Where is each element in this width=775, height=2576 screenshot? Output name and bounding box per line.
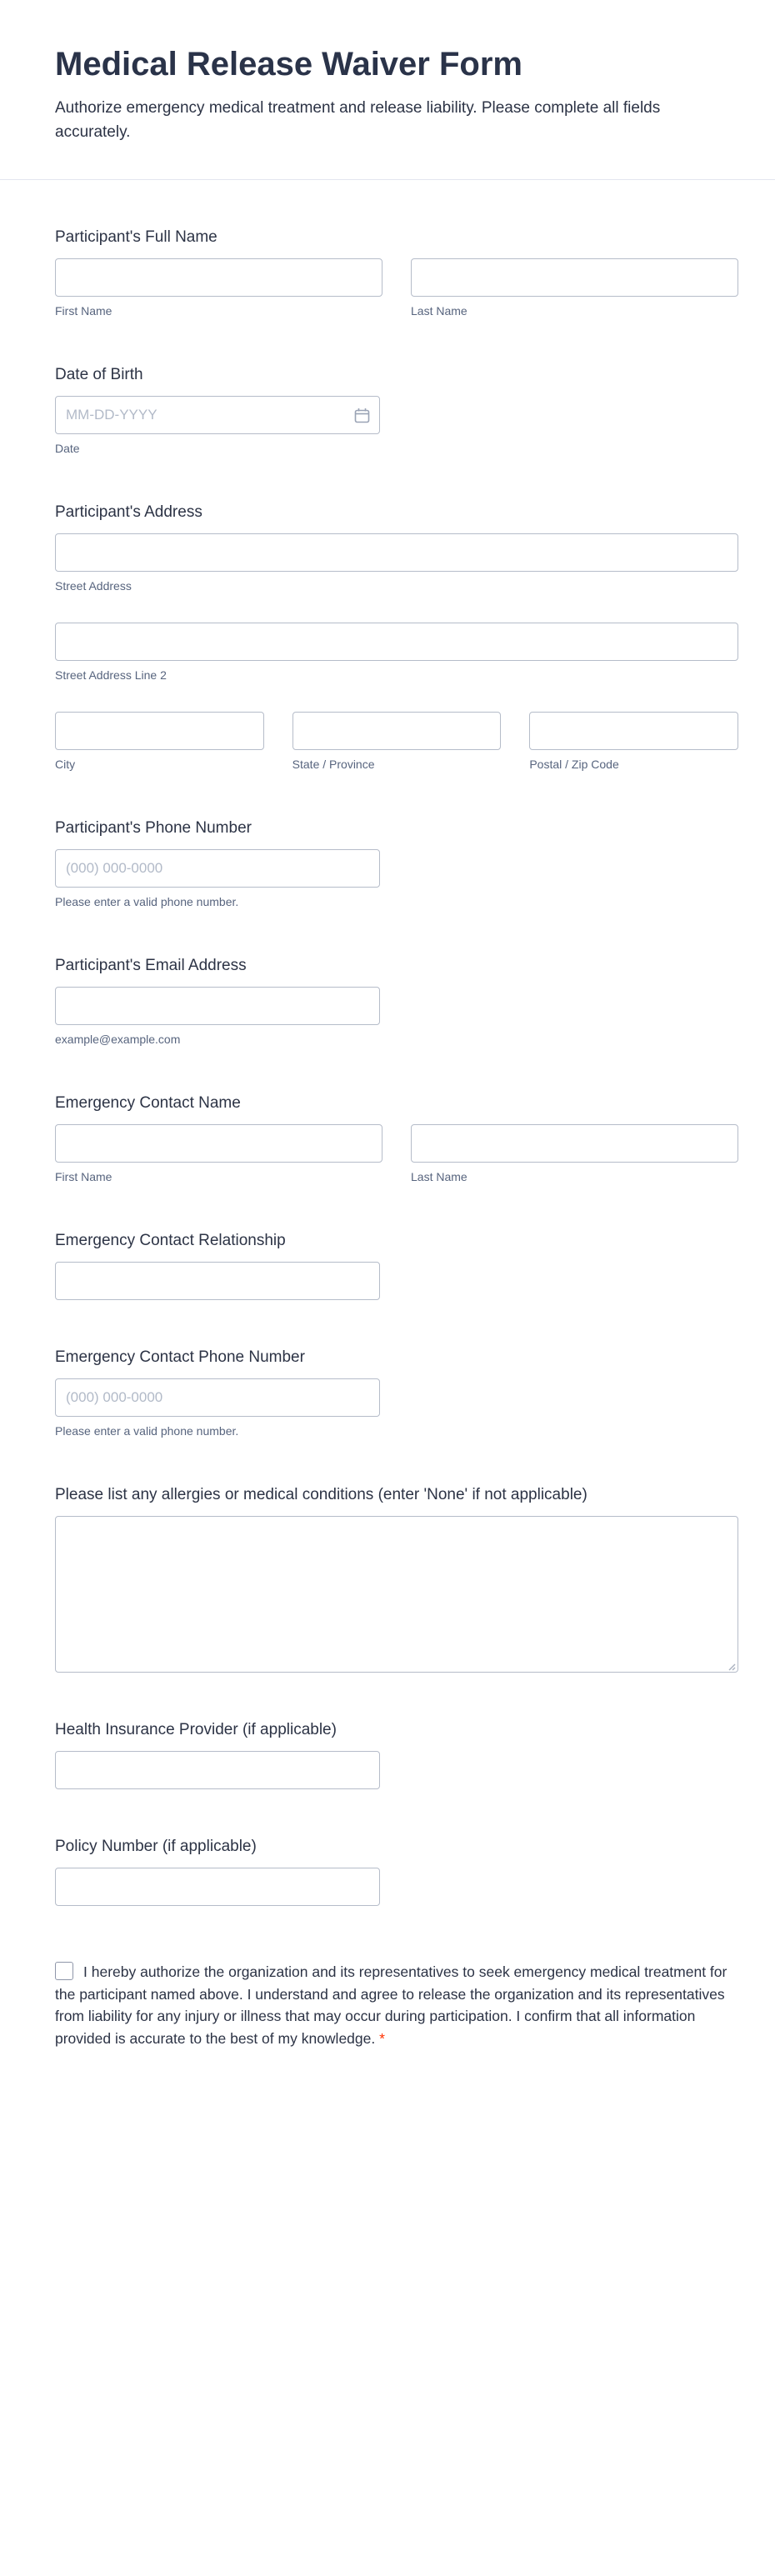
field-label: Please list any allergies or medical conditions (enter 'None' if not applicable) [55, 1486, 588, 1503]
field-participant-full-name [55, 228, 738, 318]
postal-zip-input[interactable] [529, 712, 738, 750]
policy-number-input[interactable] [55, 1868, 380, 1906]
required-asterisk: * [379, 2029, 385, 2047]
field-participant-address [55, 503, 738, 771]
field-consent [55, 1961, 738, 2049]
textarea-resize-handle-icon[interactable] [726, 1660, 736, 1670]
postal-zip-sublabel: Postal / Zip Code [529, 758, 619, 771]
phone-sublabel: Please enter a valid phone number. [55, 895, 239, 908]
field-emergency-contact-relationship [55, 1232, 738, 1300]
field-label: Participant's Address [55, 503, 202, 521]
form-body [0, 180, 775, 2483]
field-participant-email [55, 957, 738, 1046]
first-name-sublabel: First Name [55, 1170, 112, 1183]
field-label: Participant's Phone Number [55, 819, 252, 837]
bottom-whitespace [55, 2049, 738, 2483]
field-label: Emergency Contact Relationship [55, 1232, 286, 1249]
field-label: Date of Birth [55, 366, 143, 383]
emergency-relationship-input[interactable] [55, 1262, 380, 1300]
street-address-line2-input[interactable] [55, 623, 738, 661]
insurance-provider-input[interactable] [55, 1751, 380, 1789]
field-policy-number [55, 1838, 738, 1906]
field-label: Emergency Contact Phone Number [55, 1348, 305, 1366]
form-subtitle: Authorize emergency medical treatment and release liability. Please complete all fields accurately. [55, 99, 661, 141]
field-label: Policy Number (if applicable) [55, 1838, 257, 1855]
phone-sublabel: Please enter a valid phone number. [55, 1424, 239, 1438]
last-name-sublabel: Last Name [411, 1170, 468, 1183]
consent-text: I hereby authorize the organization and its representatives to seek emergency medical treatment for the participant named above. I understand and agree to release the organization and its representatives from liability for any injury or illness that may occur during participation. I confirm that all information provided is accurate to the best of my knowledge. [55, 1963, 728, 2047]
emergency-last-name-input[interactable] [411, 1124, 738, 1163]
street-address-line2-sublabel: Street Address Line 2 [55, 668, 167, 682]
street-address-sublabel: Street Address [55, 579, 132, 593]
city-input[interactable] [55, 712, 264, 750]
field-label: Health Insurance Provider (if applicable) [55, 1721, 337, 1738]
city-sublabel: City [55, 758, 76, 771]
field-label: Participant's Full Name [55, 228, 218, 246]
street-address-input[interactable] [55, 533, 738, 572]
consent-checkbox[interactable] [55, 1962, 73, 1980]
state-province-sublabel: State / Province [292, 758, 375, 771]
emergency-phone-input[interactable] [55, 1378, 380, 1417]
calendar-icon[interactable] [352, 406, 371, 424]
date-sublabel: Date [55, 442, 80, 455]
email-sublabel: example@example.com [55, 1033, 181, 1046]
field-emergency-contact-phone [55, 1348, 738, 1438]
allergies-textarea[interactable] [55, 1516, 738, 1673]
field-label: Emergency Contact Name [55, 1094, 241, 1112]
field-allergies-medical-conditions [55, 1486, 738, 1673]
participant-email-input[interactable] [55, 987, 380, 1025]
state-province-input[interactable] [292, 712, 502, 750]
last-name-sublabel: Last Name [411, 304, 468, 318]
field-label: Participant's Email Address [55, 957, 247, 974]
field-emergency-contact-name [55, 1094, 738, 1183]
emergency-first-name-input[interactable] [55, 1124, 382, 1163]
participant-phone-input[interactable] [55, 849, 380, 888]
first-name-sublabel: First Name [55, 304, 112, 318]
date-of-birth-input[interactable] [55, 396, 380, 434]
form-title: Medical Release Waiver Form [55, 46, 522, 83]
consent-label[interactable] [55, 1961, 738, 2049]
form-header [0, 0, 775, 180]
field-insurance-provider [55, 1721, 738, 1789]
participant-last-name-input[interactable] [411, 258, 738, 297]
field-date-of-birth [55, 366, 738, 455]
participant-first-name-input[interactable] [55, 258, 382, 297]
field-participant-phone [55, 819, 738, 908]
